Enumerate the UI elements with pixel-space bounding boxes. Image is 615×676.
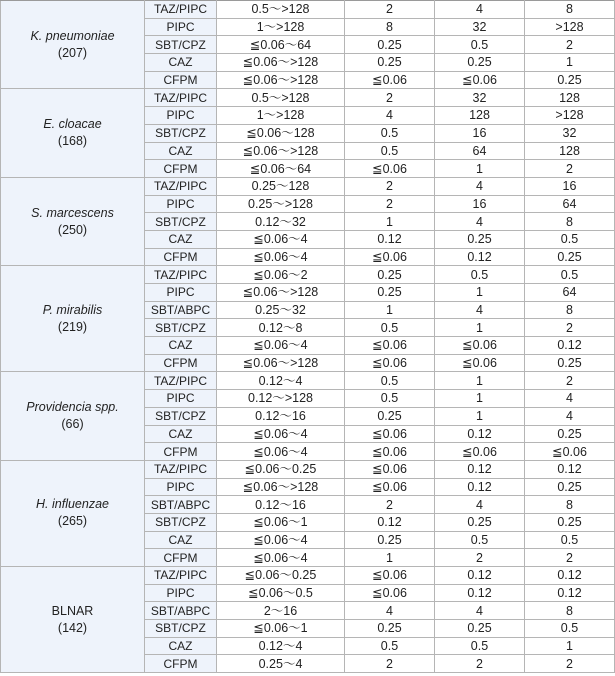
mic-value-cell-3: 2 [525, 319, 615, 337]
mic-range-cell: ≦0.06～>128 [217, 142, 345, 160]
mic-value-cell-1: 0.5 [345, 124, 435, 142]
mic-value-cell-2: 0.5 [435, 531, 525, 549]
mic-range-cell: 1～>128 [217, 107, 345, 125]
mic-value-cell-3: 0.25 [525, 513, 615, 531]
drug-cell: CFPM [145, 71, 217, 89]
mic-value-cell-1: ≦0.06 [345, 354, 435, 372]
mic-range-cell: ≦0.06～4 [217, 425, 345, 443]
mic-range-cell: ≦0.06～1 [217, 513, 345, 531]
mic-value-cell-1: ≦0.06 [345, 337, 435, 355]
drug-cell: PIPC [145, 18, 217, 36]
mic-value-cell-1: 2 [345, 177, 435, 195]
mic-value-cell-3: 0.5 [525, 531, 615, 549]
drug-cell: SBT/ABPC [145, 602, 217, 620]
isolate-count: (219) [57, 319, 88, 334]
mic-value-cell-3: 0.12 [525, 584, 615, 602]
mic-value-cell-3: 8 [525, 602, 615, 620]
table-row [1, 89, 615, 107]
mic-range-cell: 0.25～4 [217, 655, 345, 673]
table-row [1, 1, 615, 19]
mic-range-cell: ≦0.06～>128 [217, 54, 345, 72]
drug-cell: SBT/ABPC [145, 301, 217, 319]
mic-range-cell: ≦0.06～1 [217, 620, 345, 638]
mic-value-cell-3: 2 [525, 655, 615, 673]
organism-cell [1, 266, 145, 372]
drug-cell: SBT/CPZ [145, 124, 217, 142]
drug-cell: CAZ [145, 637, 217, 655]
mic-value-cell-2: 0.25 [435, 620, 525, 638]
mic-value-cell-1: ≦0.06 [345, 160, 435, 178]
mic-range-cell: 0.12～4 [217, 372, 345, 390]
mic-value-cell-1: ≦0.06 [345, 248, 435, 266]
mic-range-cell: ≦0.06～4 [217, 337, 345, 355]
mic-value-cell-3: 128 [525, 89, 615, 107]
mic-value-cell-3: 2 [525, 549, 615, 567]
mic-range-cell: ≦0.06～>128 [217, 284, 345, 302]
mic-range-cell: 0.25～>128 [217, 195, 345, 213]
mic-value-cell-3: 128 [525, 142, 615, 160]
mic-value-cell-1: ≦0.06 [345, 443, 435, 461]
mic-range-cell: 2～16 [217, 602, 345, 620]
mic-value-cell-2: 1 [435, 407, 525, 425]
mic-value-cell-3: 4 [525, 407, 615, 425]
drug-cell: CFPM [145, 443, 217, 461]
mic-value-cell-2: 0.12 [435, 567, 525, 585]
mic-value-cell-2: 0.5 [435, 36, 525, 54]
mic-value-cell-1: 0.25 [345, 266, 435, 284]
mic-value-cell-2: 4 [435, 1, 525, 19]
drug-cell: CFPM [145, 160, 217, 178]
mic-value-cell-2: 4 [435, 213, 525, 231]
mic-value-cell-3: 0.12 [525, 567, 615, 585]
organism-name: Providencia spp. [26, 400, 119, 415]
drug-cell: CFPM [145, 655, 217, 673]
mic-value-cell-1: 1 [345, 549, 435, 567]
drug-cell: SBT/CPZ [145, 513, 217, 531]
isolate-count: (265) [57, 514, 88, 529]
organism-cell [1, 567, 145, 673]
mic-value-cell-2: 16 [435, 195, 525, 213]
mic-value-cell-2: 2 [435, 655, 525, 673]
mic-range-cell: 0.25～32 [217, 301, 345, 319]
mic-value-cell-2: 0.12 [435, 425, 525, 443]
mic-value-cell-2: 1 [435, 284, 525, 302]
mic-value-cell-2: 2 [435, 549, 525, 567]
drug-cell: CFPM [145, 354, 217, 372]
mic-range-cell: ≦0.06～2 [217, 266, 345, 284]
mic-range-cell: ≦0.06～4 [217, 549, 345, 567]
mic-value-cell-2: 128 [435, 107, 525, 125]
mic-value-cell-2: 0.25 [435, 230, 525, 248]
mic-value-cell-3: 64 [525, 195, 615, 213]
mic-value-cell-1: 0.5 [345, 372, 435, 390]
mic-value-cell-3: 8 [525, 301, 615, 319]
mic-range-cell: 0.12～8 [217, 319, 345, 337]
mic-range-cell: ≦0.06～>128 [217, 354, 345, 372]
mic-range-cell: 0.25～128 [217, 177, 345, 195]
mic-value-cell-2: 16 [435, 124, 525, 142]
mic-value-cell-2: 32 [435, 89, 525, 107]
organism-group [1, 89, 615, 177]
drug-cell: PIPC [145, 195, 217, 213]
mic-value-cell-1: ≦0.06 [345, 460, 435, 478]
mic-range-cell: 0.5～>128 [217, 89, 345, 107]
mic-value-cell-3: >128 [525, 18, 615, 36]
drug-cell: SBT/ABPC [145, 496, 217, 514]
organism-name: P. mirabilis [42, 302, 103, 317]
mic-value-cell-2: ≦0.06 [435, 71, 525, 89]
mic-value-cell-3: 0.12 [525, 337, 615, 355]
mic-value-cell-2: ≦0.06 [435, 443, 525, 461]
mic-range-cell: ≦0.06～128 [217, 124, 345, 142]
organism-cell [1, 1, 145, 89]
mic-value-cell-2: 1 [435, 319, 525, 337]
organism-name: K. pneumoniae [30, 28, 115, 43]
isolate-count: (250) [57, 222, 88, 237]
mic-value-cell-1: ≦0.06 [345, 71, 435, 89]
organism-group [1, 372, 615, 460]
mic-range-cell: ≦0.06～0.25 [217, 567, 345, 585]
mic-range-cell: 0.12～4 [217, 637, 345, 655]
table-row [1, 567, 615, 585]
mic-value-cell-1: 2 [345, 195, 435, 213]
drug-cell: SBT/CPZ [145, 319, 217, 337]
mic-value-cell-2: 0.25 [435, 54, 525, 72]
mic-value-cell-3: 0.12 [525, 460, 615, 478]
drug-cell: CFPM [145, 248, 217, 266]
mic-value-cell-1: 2 [345, 89, 435, 107]
drug-cell: CAZ [145, 230, 217, 248]
mic-value-cell-1: 2 [345, 655, 435, 673]
mic-range-cell: 0.5～>128 [217, 1, 345, 19]
mic-value-cell-3: 0.25 [525, 354, 615, 372]
organism-cell [1, 89, 145, 177]
mic-value-cell-1: 0.25 [345, 407, 435, 425]
mic-value-cell-1: 4 [345, 602, 435, 620]
mic-value-cell-1: 4 [345, 107, 435, 125]
mic-value-cell-1: 0.5 [345, 637, 435, 655]
mic-value-cell-3: 4 [525, 390, 615, 408]
drug-cell: SBT/CPZ [145, 213, 217, 231]
mic-range-cell: ≦0.06～>128 [217, 478, 345, 496]
mic-value-cell-1: 8 [345, 18, 435, 36]
organism-cell [1, 372, 145, 460]
drug-cell: SBT/CPZ [145, 620, 217, 638]
drug-cell: CFPM [145, 549, 217, 567]
organism-cell [1, 460, 145, 566]
mic-value-cell-1: 2 [345, 496, 435, 514]
mic-value-cell-2: 64 [435, 142, 525, 160]
mic-value-cell-2: ≦0.06 [435, 337, 525, 355]
organism-name: H. influenzae [36, 497, 109, 512]
organism-name: E. cloacae [43, 117, 102, 132]
mic-value-cell-3: >128 [525, 107, 615, 125]
mic-value-cell-3: 0.5 [525, 230, 615, 248]
drug-cell: PIPC [145, 584, 217, 602]
mic-range-cell: ≦0.06～>128 [217, 71, 345, 89]
drug-cell: PIPC [145, 107, 217, 125]
mic-range-cell: 1～>128 [217, 18, 345, 36]
drug-cell: CAZ [145, 142, 217, 160]
mic-value-cell-1: 0.5 [345, 319, 435, 337]
table-row [1, 177, 615, 195]
organism-group [1, 567, 615, 673]
mic-range-cell: ≦0.06～64 [217, 36, 345, 54]
mic-value-cell-1: ≦0.06 [345, 425, 435, 443]
mic-value-cell-2: 0.5 [435, 266, 525, 284]
drug-cell: SBT/CPZ [145, 36, 217, 54]
isolate-count: (66) [61, 417, 84, 432]
mic-value-cell-1: 0.5 [345, 142, 435, 160]
mic-value-cell-3: 0.25 [525, 248, 615, 266]
mic-value-cell-1: ≦0.06 [345, 478, 435, 496]
mic-value-cell-2: 0.12 [435, 460, 525, 478]
drug-cell: TAZ/PIPC [145, 266, 217, 284]
mic-value-cell-3: 1 [525, 637, 615, 655]
mic-value-cell-1: 1 [345, 301, 435, 319]
drug-cell: CAZ [145, 425, 217, 443]
mic-value-cell-3: 0.25 [525, 71, 615, 89]
mic-value-cell-2: 32 [435, 18, 525, 36]
drug-cell: PIPC [145, 390, 217, 408]
mic-value-cell-3: 8 [525, 1, 615, 19]
mic-value-cell-1: 0.25 [345, 36, 435, 54]
drug-cell: TAZ/PIPC [145, 1, 217, 19]
mic-value-cell-2: 4 [435, 496, 525, 514]
drug-cell: CAZ [145, 54, 217, 72]
mic-value-cell-2: 0.12 [435, 584, 525, 602]
organism-group [1, 1, 615, 89]
mic-value-cell-2: 4 [435, 301, 525, 319]
drug-cell: TAZ/PIPC [145, 177, 217, 195]
mic-value-cell-2: 0.5 [435, 637, 525, 655]
mic-value-cell-3: 32 [525, 124, 615, 142]
organism-name: BLNAR [51, 603, 94, 618]
mic-value-cell-3: 0.5 [525, 620, 615, 638]
mic-range-cell: 0.12～32 [217, 213, 345, 231]
mic-range-cell: 0.12～16 [217, 407, 345, 425]
mic-value-cell-1: 0.12 [345, 513, 435, 531]
drug-cell: PIPC [145, 478, 217, 496]
mic-value-cell-2: 1 [435, 390, 525, 408]
organism-group [1, 266, 615, 372]
mic-value-cell-3: 2 [525, 36, 615, 54]
mic-value-cell-3: 1 [525, 54, 615, 72]
mic-value-cell-3: ≦0.06 [525, 443, 615, 461]
mic-value-cell-2: 4 [435, 602, 525, 620]
mic-value-cell-1: 2 [345, 1, 435, 19]
isolate-count: (168) [57, 134, 88, 149]
organism-group [1, 177, 615, 265]
mic-value-cell-3: 8 [525, 213, 615, 231]
mic-value-cell-1: 0.25 [345, 531, 435, 549]
mic-range-cell: 0.12～16 [217, 496, 345, 514]
mic-value-cell-3: 2 [525, 372, 615, 390]
mic-value-cell-3: 16 [525, 177, 615, 195]
isolate-count: (142) [57, 620, 88, 635]
organism-group [1, 460, 615, 566]
drug-cell: TAZ/PIPC [145, 460, 217, 478]
mic-value-cell-2: ≦0.06 [435, 354, 525, 372]
table-row [1, 372, 615, 390]
mic-range-cell: ≦0.06～4 [217, 531, 345, 549]
organism-name: S. marcescens [31, 205, 114, 220]
drug-cell: CAZ [145, 337, 217, 355]
mic-value-cell-3: 64 [525, 284, 615, 302]
mic-value-cell-1: ≦0.06 [345, 584, 435, 602]
organism-cell [1, 177, 145, 265]
drug-cell: SBT/CPZ [145, 407, 217, 425]
drug-cell: TAZ/PIPC [145, 89, 217, 107]
mic-value-cell-2: 4 [435, 177, 525, 195]
table-row [1, 266, 615, 284]
mic-value-cell-1: 0.25 [345, 620, 435, 638]
mic-value-cell-2: 0.12 [435, 478, 525, 496]
mic-value-cell-1: 1 [345, 213, 435, 231]
mic-range-cell: ≦0.06～64 [217, 160, 345, 178]
mic-value-cell-2: 0.12 [435, 248, 525, 266]
mic-value-cell-3: 8 [525, 496, 615, 514]
drug-cell: CAZ [145, 531, 217, 549]
drug-cell: PIPC [145, 284, 217, 302]
drug-cell: TAZ/PIPC [145, 567, 217, 585]
mic-range-cell: ≦0.06～4 [217, 248, 345, 266]
mic-value-cell-1: ≦0.06 [345, 567, 435, 585]
mic-value-cell-3: 2 [525, 160, 615, 178]
isolate-count: (207) [57, 45, 88, 60]
mic-value-cell-1: 0.25 [345, 54, 435, 72]
mic-value-cell-1: 0.5 [345, 390, 435, 408]
mic-value-cell-1: 0.25 [345, 284, 435, 302]
mic-value-cell-1: 0.12 [345, 230, 435, 248]
mic-range-cell: ≦0.06～0.5 [217, 584, 345, 602]
mic-value-cell-3: 0.5 [525, 266, 615, 284]
mic-value-cell-3: 0.25 [525, 478, 615, 496]
mic-range-cell: ≦0.06～0.25 [217, 460, 345, 478]
mic-value-cell-2: 1 [435, 372, 525, 390]
mic-range-cell: ≦0.06～4 [217, 443, 345, 461]
mic-value-cell-3: 0.25 [525, 425, 615, 443]
mic-range-cell: 0.12～>128 [217, 390, 345, 408]
table-row [1, 460, 615, 478]
mic-value-cell-2: 0.25 [435, 513, 525, 531]
mic-range-cell: ≦0.06～4 [217, 230, 345, 248]
mic-value-cell-2: 1 [435, 160, 525, 178]
drug-cell: TAZ/PIPC [145, 372, 217, 390]
